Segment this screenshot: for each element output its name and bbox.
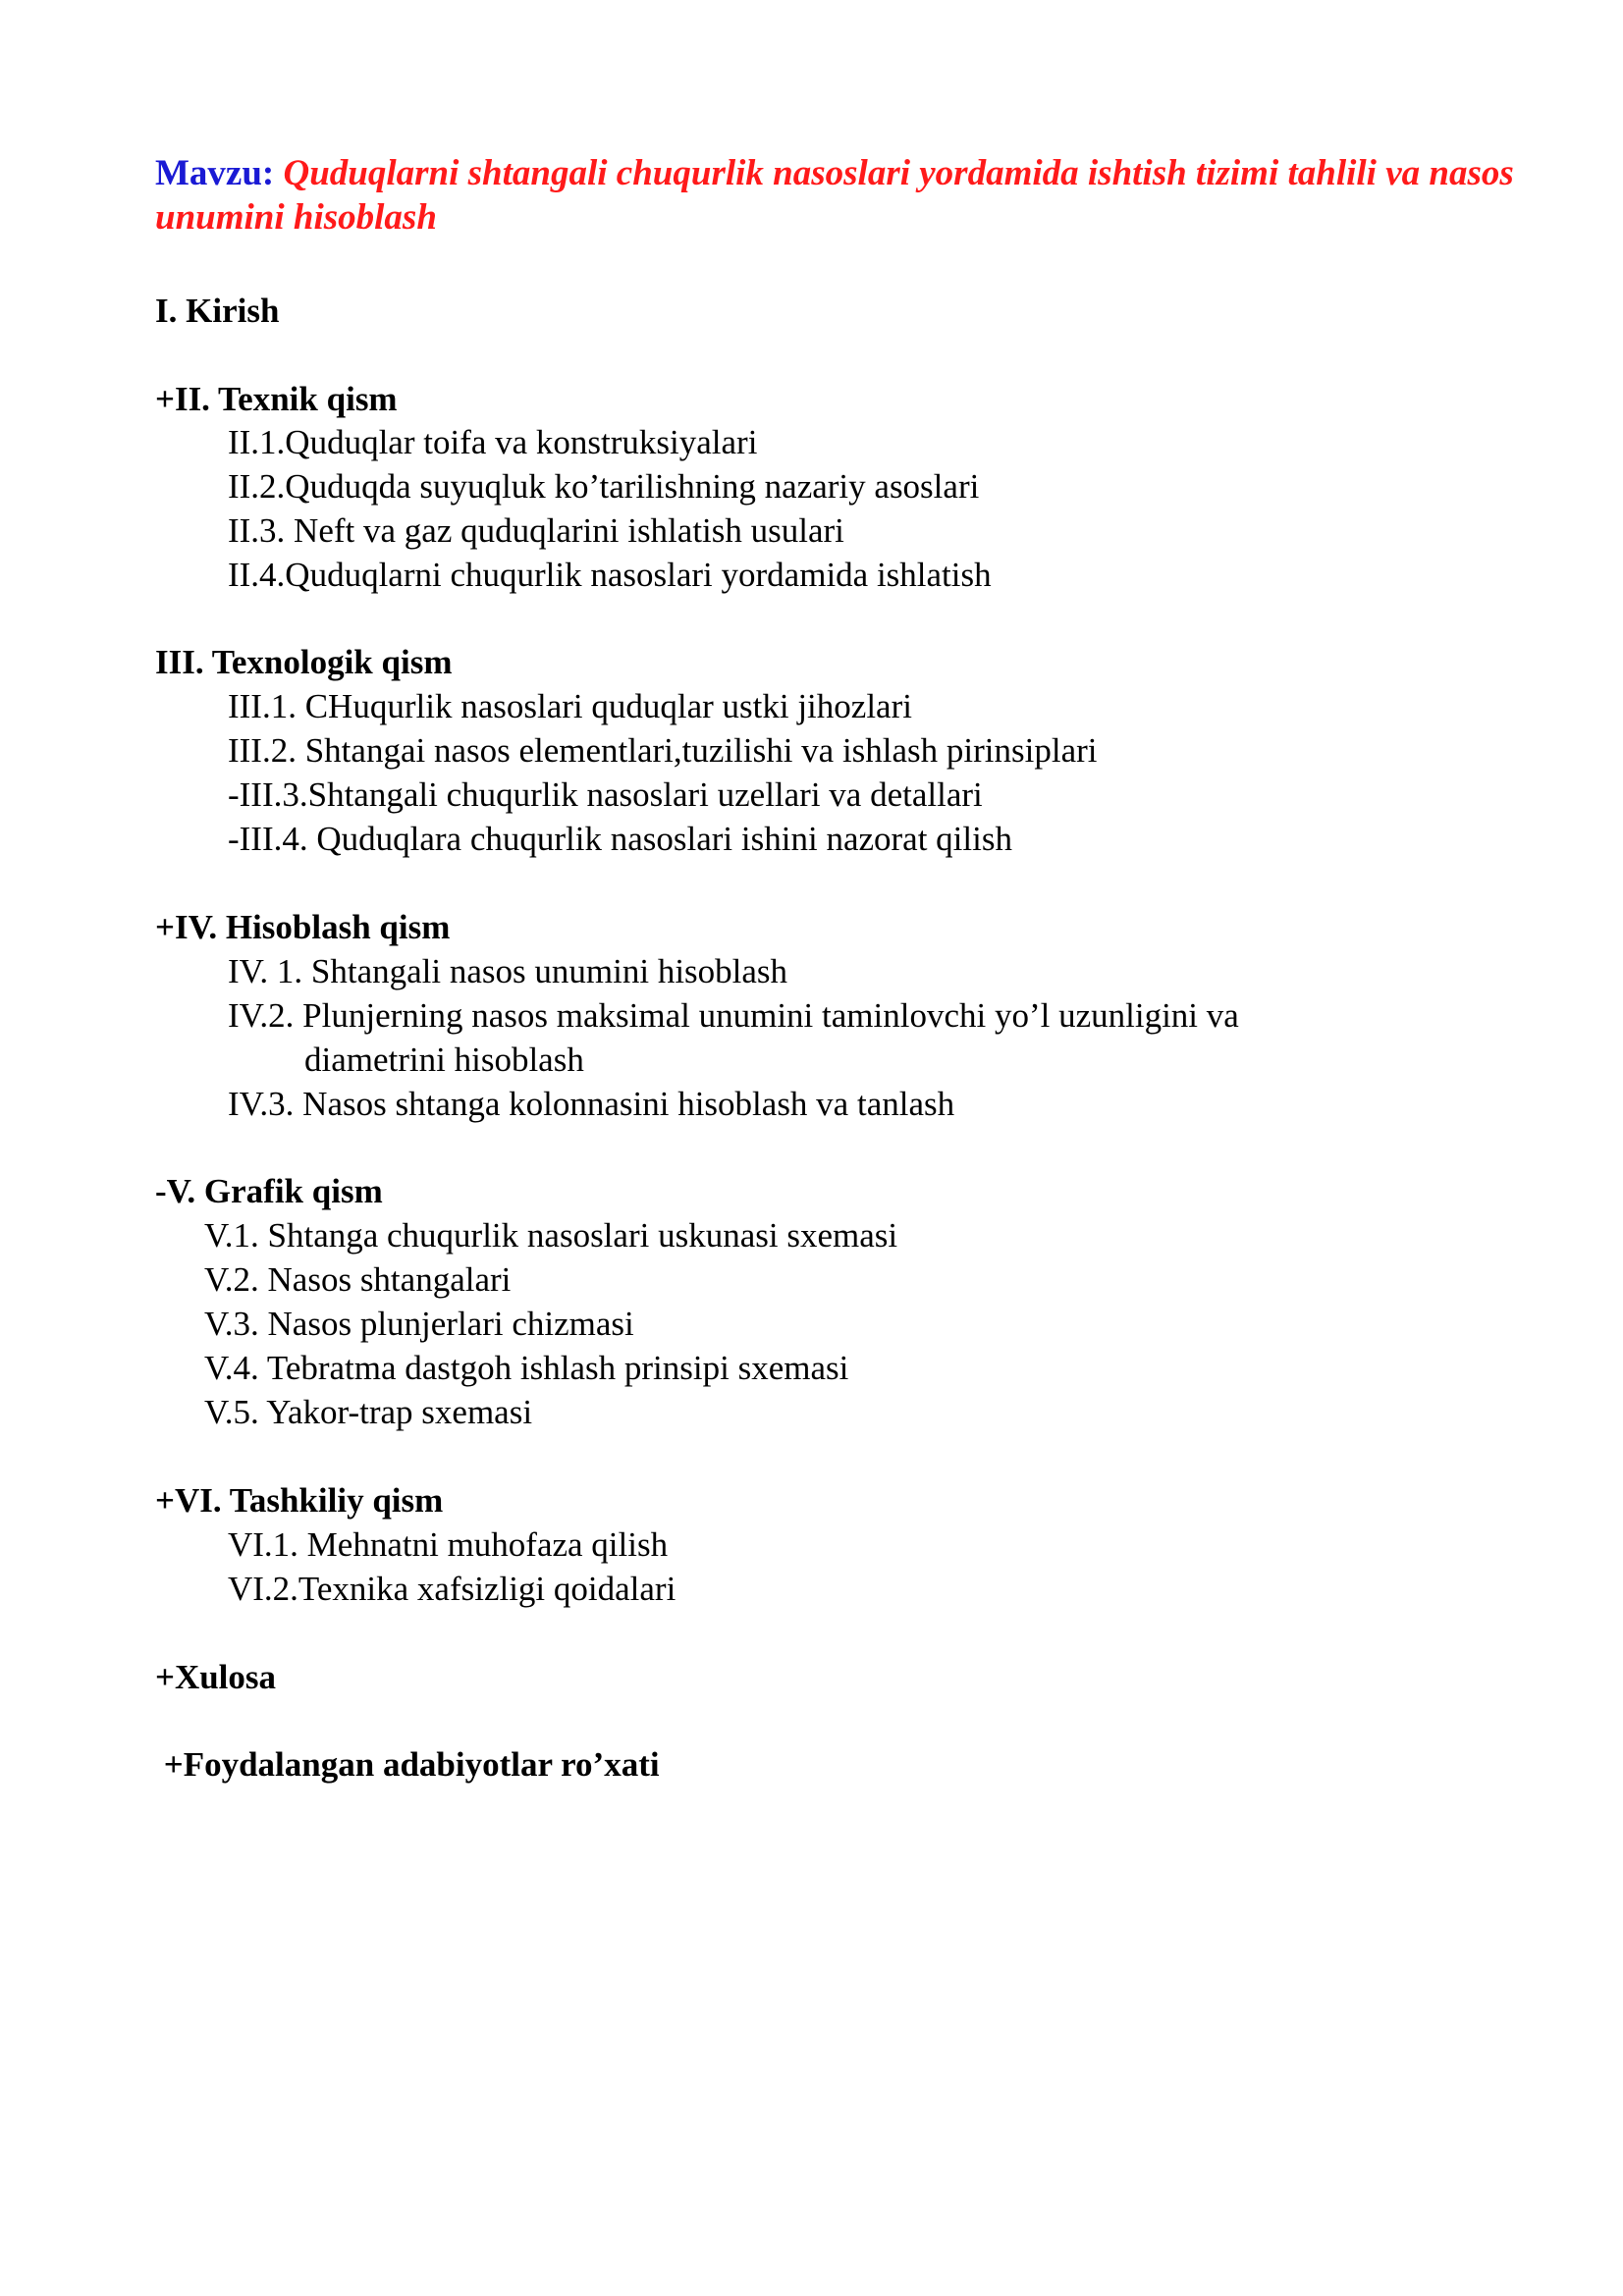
section-heading-technological: III. Texnologik qism <box>155 643 453 681</box>
list-item: -III.4. Quduqlara chuqurlik nasoslari ishini nazorat qilish <box>228 820 1012 858</box>
list-item: II.1.Quduqlar toifa va konstruksiyalari <box>228 423 758 461</box>
section-heading-technical: +II. Texnik qism <box>155 380 398 418</box>
list-item: V.5. Yakor-trap sxemasi <box>204 1393 533 1431</box>
section-heading-introduction: I. Kirish <box>155 292 280 330</box>
section-heading-conclusion: +Xulosa <box>155 1658 277 1696</box>
document-title <box>155 151 1530 240</box>
list-item: IV.2. Plunjerning nasos maksimal unumini taminlovchi yo’l uzunligini va <box>228 996 1239 1035</box>
list-item: II.2.Quduqda suyuqluk ko’tarilishning nazariy asoslari <box>228 467 980 506</box>
list-item: II.3. Neft va gaz quduqlarini ishlatish usulari <box>228 511 844 550</box>
section-heading-organizational: +VI. Tashkiliy qism <box>155 1481 444 1520</box>
title-label: Mavzu: <box>155 153 275 193</box>
list-item: -III.3.Shtangali chuqurlik nasoslari uzellari va detallari <box>228 775 983 814</box>
section-heading-calculation: +IV. Hisoblash qism <box>155 908 451 946</box>
section-heading-references: +Foydalangan adabiyotlar ro’xati <box>155 1745 660 1784</box>
list-item: III.2. Shtangai nasos elementlari,tuzilishi va ishlash pirinsiplari <box>228 731 1098 770</box>
list-item-continuation: diametrini hisoblash <box>304 1041 584 1079</box>
list-item: V.3. Nasos plunjerlari chizmasi <box>204 1305 634 1343</box>
list-item: V.1. Shtanga chuqurlik nasoslari uskunasi sxemasi <box>204 1216 898 1255</box>
list-item: V.4. Tebratma dastgoh ishlash prinsipi sxemasi <box>204 1349 849 1387</box>
list-item: IV.3. Nasos shtanga kolonnasini hisoblash va tanlash <box>228 1085 955 1123</box>
title-text: Quduqlarni shtangali chuqurlik nasoslari yordamida ishtish tizimi tahlili va nasos unumini hisoblash <box>155 153 1514 238</box>
list-item: IV. 1. Shtangali nasos unumini hisoblash <box>228 952 788 990</box>
list-item: VI.2.Texnika xafsizligi qoidalari <box>228 1570 676 1608</box>
section-heading-graphic: -V. Grafik qism <box>155 1172 383 1210</box>
list-item: VI.1. Mehnatni muhofaza qilish <box>228 1525 669 1564</box>
list-item: III.1. CHuqurlik nasoslari quduqlar ustki jihozlari <box>228 687 912 725</box>
list-item: II.4.Quduqlarni chuqurlik nasoslari yordamida ishlatish <box>228 556 992 594</box>
list-item: V.2. Nasos shtangalari <box>204 1260 512 1299</box>
